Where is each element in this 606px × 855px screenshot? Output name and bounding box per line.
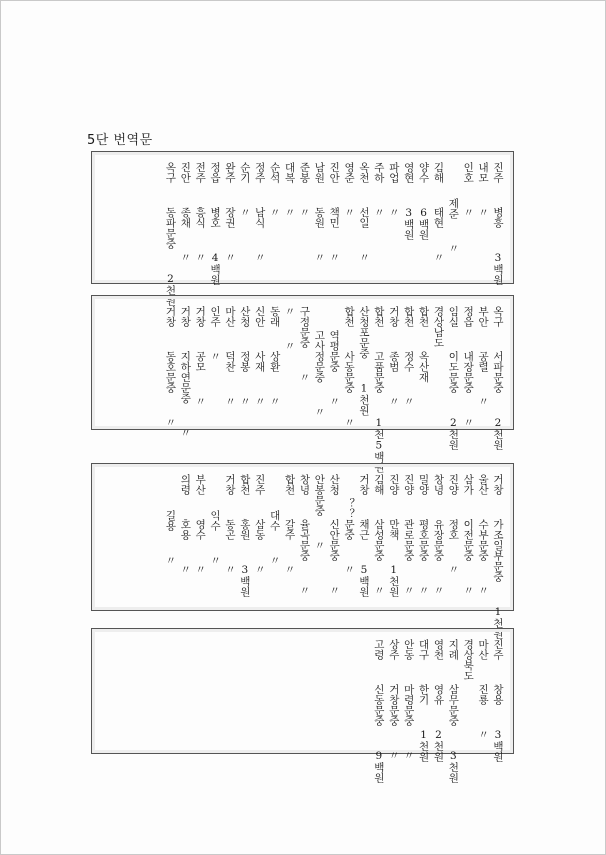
entry-column: 인호 〃 bbox=[462, 162, 475, 218]
entry-column: 임실 이도문중 2천원 bbox=[447, 306, 460, 450]
entry-column: 거창 지하연문중 〃 bbox=[179, 306, 192, 438]
entry-column: 산청 정봉 〃 bbox=[238, 306, 251, 407]
section-heading: 5단 번역문 bbox=[87, 133, 153, 148]
entry-column: 준봉 〃 bbox=[298, 162, 311, 218]
entry-column: 영준 〃 bbox=[343, 162, 356, 218]
entry-column: 안동 마령문중 〃 bbox=[402, 639, 415, 761]
entry-column: 울산 수부문중 〃 bbox=[477, 474, 490, 596]
entry-column: 산청 신안문중 〃 bbox=[328, 474, 341, 596]
entry-column: 옥구 서파문중 2천원 bbox=[492, 306, 504, 450]
entry-column: 합천 사동문중 〃 bbox=[343, 306, 356, 428]
column-container bbox=[100, 162, 505, 306]
entry-column: 남원 동원 〃 bbox=[313, 162, 326, 263]
entry-column: 거창 공모 〃 bbox=[194, 306, 207, 407]
entry-column: 대복 〃 bbox=[283, 162, 296, 218]
donor-list-box-2 bbox=[91, 295, 514, 473]
entry-column: 제준 〃 bbox=[447, 162, 460, 254]
entry-column: 정읍 병호 4백원 bbox=[209, 162, 222, 285]
entry-column: 김해 태현 〃 bbox=[432, 162, 445, 263]
entry-column: 진주 창용 3백원 bbox=[492, 639, 504, 762]
entry-column: 상주 거창문중 〃 bbox=[387, 639, 400, 761]
entry-column: 거창 동곤 〃 bbox=[223, 474, 236, 575]
entry-column: 안봉문중 〃 bbox=[313, 474, 326, 551]
entry-column: 진안 종채 〃 bbox=[179, 162, 192, 263]
entry-column: 〃 〃 bbox=[283, 306, 296, 351]
entry-column: 밀양 평호문중 〃 bbox=[417, 474, 430, 596]
entry-column: 부산 영수 〃 bbox=[194, 474, 207, 575]
entry-column: 창녕 율곡문중 〃 bbox=[298, 474, 311, 596]
entry-column: 경상남도 bbox=[432, 306, 445, 348]
column-container bbox=[100, 306, 505, 473]
entry-column: 정주 남식 〃 bbox=[253, 162, 266, 263]
entry-column: 삼가 이전문중 〃 bbox=[462, 474, 475, 596]
column-container bbox=[100, 474, 505, 639]
entry-column: 지례 삼무문중 3천원 bbox=[447, 639, 460, 783]
column-container bbox=[100, 639, 505, 783]
entry-column: 마산 덕찬 〃 bbox=[223, 306, 236, 407]
donor-list-box-1 bbox=[91, 151, 514, 306]
entry-column: 파업 〃 bbox=[387, 162, 400, 218]
entry-column: 대수 〃 bbox=[268, 474, 281, 566]
entry-column: 옥천 선일 〃 bbox=[357, 162, 370, 263]
entry-column: ？？문중 〃 bbox=[343, 474, 356, 575]
entry-column: 마산 진룡 〃 bbox=[477, 639, 490, 740]
entry-column: 진주 병흥 3백원 bbox=[492, 162, 504, 285]
entry-column: 익수 〃 bbox=[209, 474, 222, 566]
entry-column: 경상북도 bbox=[462, 639, 475, 681]
donor-list-box-4 bbox=[91, 628, 514, 783]
entry-column: 고사정문중 〃 bbox=[313, 306, 326, 417]
entry-column: 완주 장권 〃 bbox=[223, 162, 236, 263]
entry-column: 인주 〃 bbox=[209, 306, 222, 362]
entry-column: 영천 영유 2천원 bbox=[432, 639, 445, 762]
entry-column: 양수 6백원 bbox=[417, 162, 430, 240]
entry-column: 합천 홍원 3백원 bbox=[238, 474, 251, 597]
entry-column: 의령 호용 〃 bbox=[179, 474, 192, 575]
entry-column: 진주 삼동 〃 bbox=[253, 474, 266, 575]
entry-column: 진양 정호 〃 bbox=[447, 474, 460, 575]
entry-column: 고령 신동문중 9백원 bbox=[372, 639, 385, 783]
entry-column: 동래 상환 〃 bbox=[268, 306, 281, 407]
entry-column: 대구 한기 1천원 bbox=[417, 639, 430, 762]
entry-column: 부안 공렬 〃 bbox=[477, 306, 490, 407]
entry-column: 산청포문중 1천원 bbox=[357, 306, 370, 416]
entry-column: 순석 〃 bbox=[268, 162, 281, 218]
entry-column: 거창 종범 〃 bbox=[387, 306, 400, 407]
entry-column: 창녕 유장문중 〃 bbox=[432, 474, 445, 596]
entry-column: 거창 동호문중 〃 bbox=[164, 306, 177, 428]
entry-column: 진양 관로문중 〃 bbox=[402, 474, 415, 596]
donor-list-box-3 bbox=[91, 463, 514, 639]
entry-column: 주하 〃 bbox=[372, 162, 385, 218]
entry-column: 합천 갈주 〃 bbox=[283, 474, 296, 575]
entry-column: 역평문중 〃 bbox=[328, 306, 341, 407]
entry-column: 진양 만책 1천원 bbox=[387, 474, 400, 597]
entry-column: 김해 삼성문중 〃 bbox=[372, 474, 385, 596]
entry-column: 길용 〃 bbox=[164, 474, 177, 566]
entry-column: 거창 채근 5백원 bbox=[357, 474, 370, 597]
entry-column: 옥구 동파문중 2천원 bbox=[164, 162, 177, 306]
entry-column: 내모 〃 bbox=[477, 162, 490, 218]
entry-column: 합천 고품문중 1천5백원 bbox=[372, 306, 385, 473]
entry-column: 거창 가조일부문중 1천원 bbox=[492, 474, 504, 639]
entry-column: 합천 정수 〃 bbox=[402, 306, 415, 407]
entry-column: 진안 책민 〃 bbox=[328, 162, 341, 263]
entry-column: 전주 흥식 〃 bbox=[194, 162, 207, 263]
entry-column: 정읍 내장문중 〃 bbox=[462, 306, 475, 428]
entry-column: 순기 〃 bbox=[238, 162, 251, 218]
entry-column: 합천 옥산재 bbox=[417, 306, 430, 383]
entry-column: 영현 3백원 bbox=[402, 162, 415, 240]
entry-column: 구정문중 〃 bbox=[298, 306, 311, 383]
entry-column: 신안 사재 〃 bbox=[253, 306, 266, 407]
